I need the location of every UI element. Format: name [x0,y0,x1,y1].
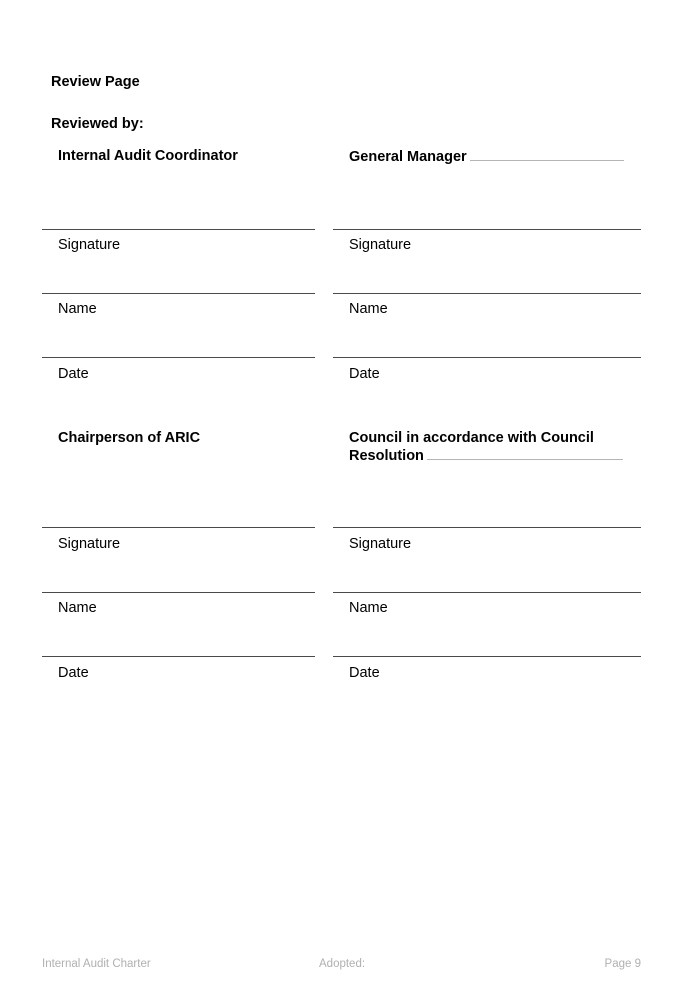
role-general-manager [349,148,639,166]
council-label-line2-wrap [349,447,639,465]
footer-adopted: Adopted: [319,958,366,970]
name-line-left-1 [42,293,315,294]
footer-page-number: Page 9 [604,958,641,970]
general-manager-label: General Manager [349,149,467,165]
council-label-line1: Council in accordance with Council [349,430,594,446]
date-line-right-2 [333,656,641,657]
date-line-left-1 [42,357,315,358]
signature-label-right-1: Signature [349,237,412,253]
date-line-left-2 [42,656,315,657]
name-label-right-2: Name [349,600,388,616]
council-label-line2: Resolution [349,448,424,464]
role-council [349,430,639,465]
general-manager-blank-line [470,148,624,161]
date-label-left-2: Date [58,665,89,681]
signature-label-right-2: Signature [349,536,412,552]
signature-line-left-1 [42,229,315,230]
signature-line-left-2 [42,527,315,528]
name-label-left-1: Name [58,301,97,317]
council-resolution-blank-line [427,447,623,460]
date-label-right-1: Date [349,366,380,382]
date-label-right-2: Date [349,665,380,681]
date-label-left-1: Date [58,366,89,382]
name-line-right-1 [333,293,641,294]
signature-label-left-2: Signature [58,536,121,552]
reviewed-by-label: Reviewed by: [51,116,144,132]
name-line-left-2 [42,592,315,593]
signature-line-right-1 [333,229,641,230]
name-label-right-1: Name [349,301,388,317]
name-line-right-2 [333,592,641,593]
page-title: Review Page [51,74,140,90]
footer-document-name: Internal Audit Charter [42,958,151,970]
date-line-right-1 [333,357,641,358]
role-internal-audit-coordinator: Internal Audit Coordinator [58,148,238,164]
role-chairperson-aric: Chairperson of ARIC [58,430,201,446]
signature-line-right-2 [333,527,641,528]
name-label-left-2: Name [58,600,97,616]
signature-label-left-1: Signature [58,237,121,253]
